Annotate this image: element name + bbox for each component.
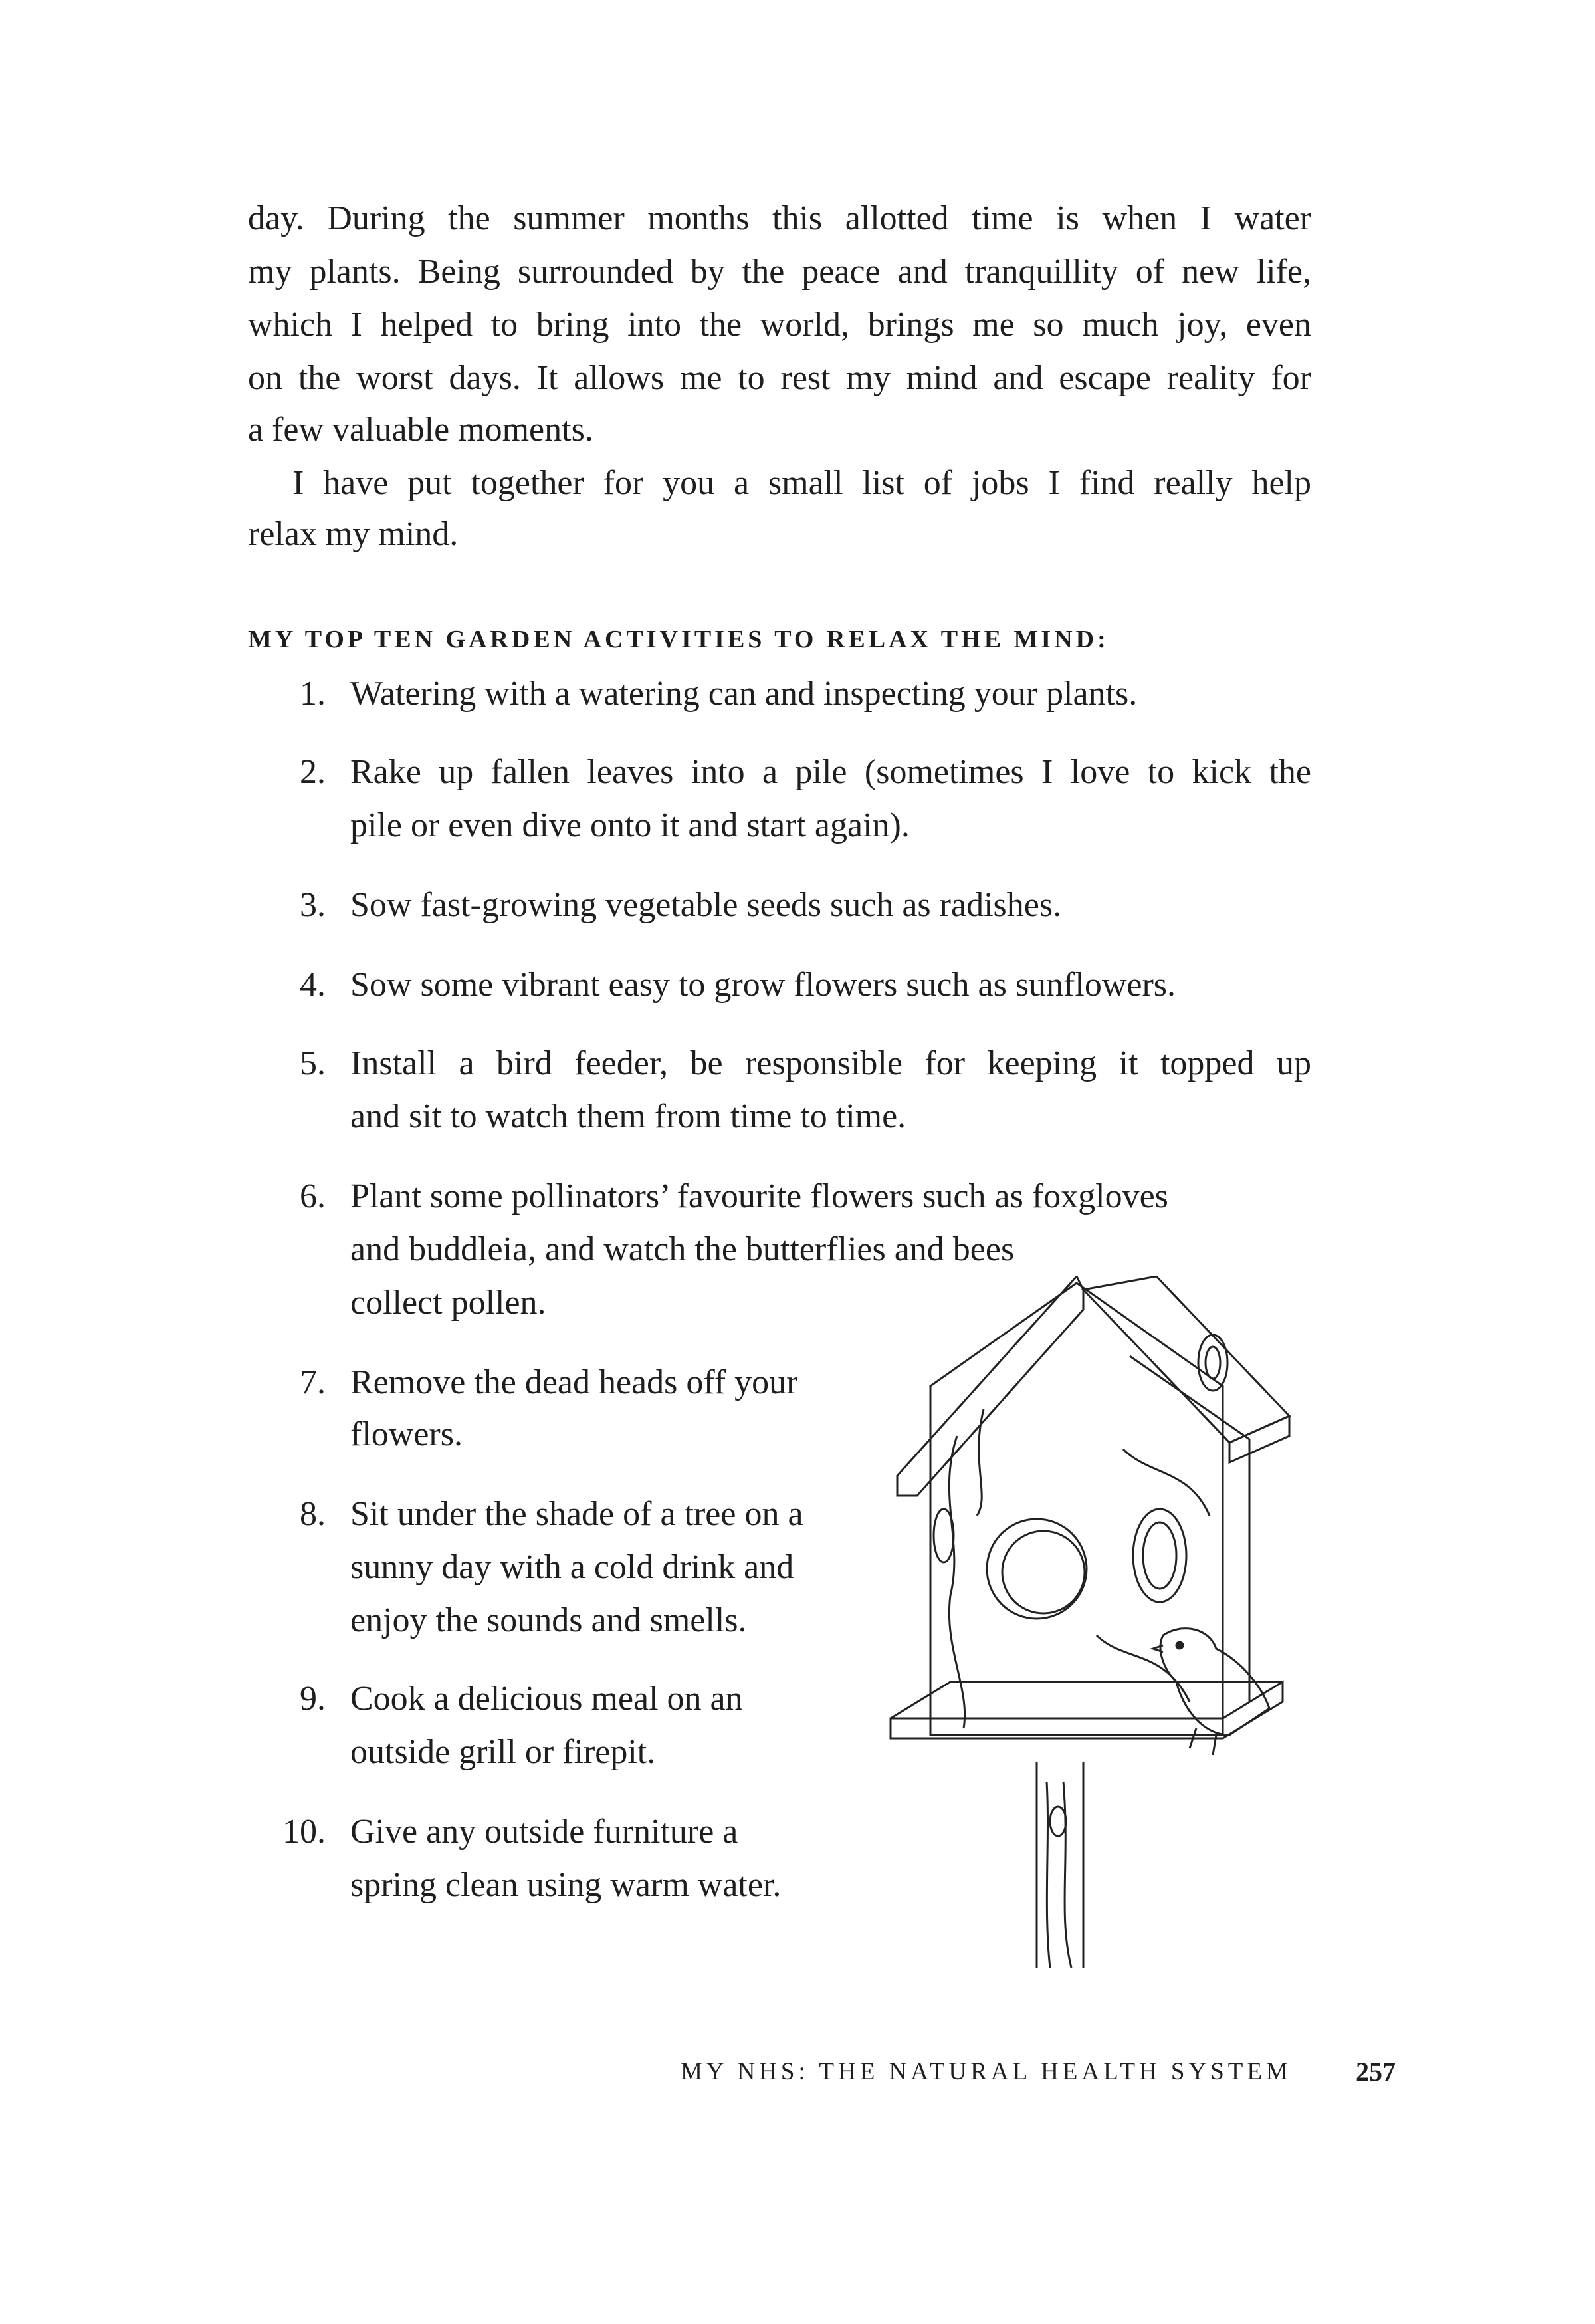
list-item-text: sunny day with a cold drink and xyxy=(350,1548,794,1586)
list-item-text: Cook a delicious meal on an xyxy=(350,1680,743,1718)
list-item-text: Plant some pollinators’ favourite flowers such as foxgloves xyxy=(350,1177,1168,1215)
list-item-text: collect pollen. xyxy=(350,1284,546,1322)
list-item-text: outside grill or firepit. xyxy=(350,1733,656,1771)
body-text-line: relax my mind. xyxy=(248,515,459,553)
list-item-number: 9. xyxy=(300,1680,326,1718)
body-text-line: my plants. Being surrounded by the peace and tranquillity of new life, xyxy=(248,253,1311,290)
body-text-line: I have put together for you a small list of jobs I find really help xyxy=(292,464,1311,502)
list-item-number: 8. xyxy=(300,1495,326,1533)
section-heading: MY TOP TEN GARDEN ACTIVITIES TO RELAX THE MIND: xyxy=(248,626,1109,653)
list-item-number: 2. xyxy=(300,753,326,791)
list-item-text: flowers. xyxy=(350,1415,463,1453)
list-item-text: Watering with a watering can and inspecting your plants. xyxy=(350,675,1138,713)
body-text-line: a few valuable moments. xyxy=(248,411,593,449)
list-item-number: 7. xyxy=(300,1363,326,1401)
body-text-line: which I helped to bring into the world, brings me so much joy, even xyxy=(248,306,1311,344)
list-item-number: 4. xyxy=(300,966,326,1004)
list-item-text: Rake up fallen leaves into a pile (sometimes I love to kick the xyxy=(350,753,1311,791)
list-item-text: and buddleia, and watch the butterflies and bees xyxy=(350,1230,1015,1268)
list-item-text: Sow fast-growing vegetable seeds such as radishes. xyxy=(350,886,1062,924)
body-text-line: day. During the summer months this allotted time is when I water xyxy=(248,199,1311,237)
list-item-text: Sow some vibrant easy to grow flowers such as sunflowers. xyxy=(350,966,1176,1004)
running-title: MY NHS: THE NATURAL HEALTH SYSTEM xyxy=(681,2058,1292,2085)
birdhouse-illustration xyxy=(884,1276,1416,1981)
list-item-text: Sit under the shade of a tree on a xyxy=(350,1495,803,1533)
page-number: 257 xyxy=(1356,2057,1396,2087)
list-item-text: Remove the dead heads off your xyxy=(350,1363,798,1401)
list-item-text: and sit to watch them from time to time. xyxy=(350,1098,906,1135)
list-item-text: pile or even dive onto it and start again). xyxy=(350,806,910,844)
body-text-line: on the worst days. It allows me to rest my mind and escape reality for xyxy=(248,359,1311,397)
list-item-number: 3. xyxy=(300,886,326,924)
list-item-number: 10. xyxy=(282,1813,326,1851)
list-item-text: enjoy the sounds and smells. xyxy=(350,1601,747,1639)
list-item-text: Install a bird feeder, be responsible for keeping it topped up xyxy=(350,1044,1311,1082)
list-item-text: spring clean using warm water. xyxy=(350,1866,782,1904)
list-item-text: Give any outside furniture a xyxy=(350,1813,738,1851)
list-item-number: 6. xyxy=(300,1177,326,1215)
list-item-number: 1. xyxy=(300,675,326,713)
list-item-number: 5. xyxy=(300,1044,326,1082)
